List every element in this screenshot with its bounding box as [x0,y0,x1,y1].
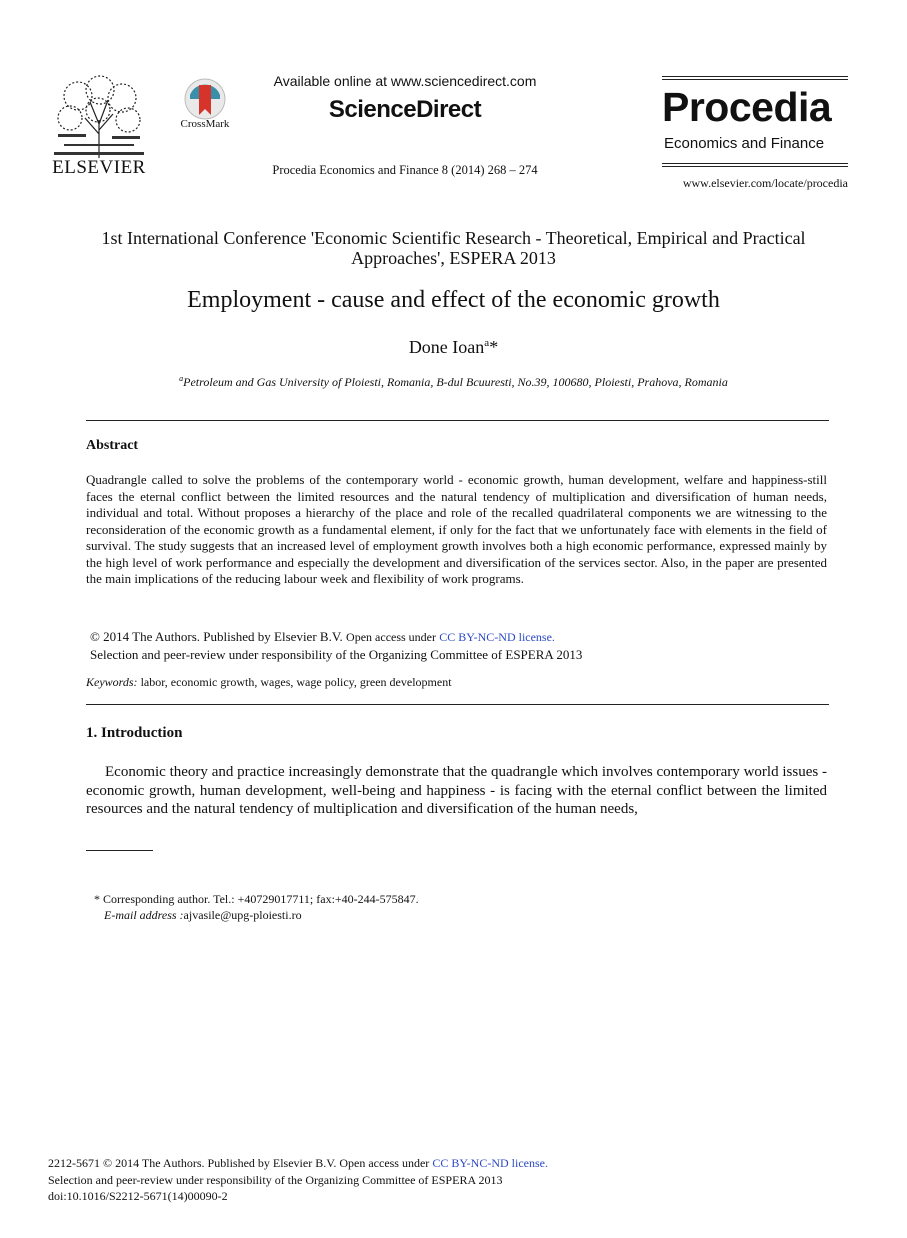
introduction-heading: 1. Introduction [86,725,183,741]
author-name: Done Ioan [408,337,485,357]
copyright-block [90,628,830,663]
open-access-text: Open access under [346,630,437,644]
email-address[interactable]: ajvasile@upg-ploiesti.ro [183,908,302,922]
bottom-publication-info [48,1155,848,1205]
author-corresponding-star: * [489,337,499,357]
crossmark-label: CrossMark [180,118,230,130]
paper-title: Employment - cause and effect of the economic growth [187,287,720,313]
affiliation-text: Petroleum and Gas University of Ploiesti, Romania, B-dul Bcuuresti, No.39, 100680, Ploiesti, Prahova, Romania [183,375,728,389]
procedia-top-rule [662,76,848,80]
keywords-line [86,675,826,690]
keywords-list: labor, economic growth, wages, wage policy, green development [140,675,452,689]
sciencedirect-wordmark: ScienceDirect [328,96,482,123]
conference-name: 1st International Conference 'Economic Scientific Research - Theoretical, Empirical and Practical Approaches', ESPERA 2013 [101,228,806,268]
corresponding-author-info: Corresponding author. Tel.: +40729017711; fax:+40-244-575847. [103,892,419,906]
footnote-block [94,891,794,923]
footnote-marker: * [94,892,100,906]
doi-line[interactable]: doi:10.1016/S2212-5671(14)00090-2 [48,1189,228,1203]
bottom-peer-review-line: Selection and peer-review under responsibility of the Organizing Committee of ESPERA 2013 [48,1172,503,1187]
introduction-body: Economic theory and practice increasingly demonstrate that the quadrangle which involves contemporary world issues - economic growth, human development, well-being and happiness - is facing with the eternal conflict between the limited resources and the natural tendency of multiplication and diversification of the human needs, [86,764,827,817]
author-affiliation-marker: a [484,337,490,349]
journal-url-link[interactable]: www.elsevier.com/locate/procedia [682,176,848,190]
issn-copyright-line: 2212-5671 © 2014 The Authors. Published by Elsevier B.V. [48,1156,337,1170]
author-line [60,337,847,358]
available-online-link[interactable]: Available online at www.sciencedirect.com [273,73,537,89]
abstract-heading: Abstract [86,438,139,453]
email-label: E-mail address : [104,908,184,922]
procedia-bottom-rule [662,163,848,167]
footnote-rule [86,850,153,851]
bottom-license-link[interactable]: CC BY-NC-ND license. [432,1156,548,1170]
affiliation-line [60,374,847,390]
procedia-subtitle: Economics and Finance [664,135,825,152]
license-link[interactable]: CC BY-NC-ND license. [439,630,555,644]
peer-review-line: Selection and peer-review under responsibility of the Organizing Committee of ESPERA 2013 [90,647,583,662]
elsevier-wordmark: ELSEVIER [52,157,146,178]
bottom-open-access-text: Open access under [339,1156,430,1170]
abstract-top-rule [86,420,829,421]
affiliation-marker: a [179,374,184,383]
copyright-line: © 2014 The Authors. Published by Elsevier B.V. [90,629,343,644]
abstract-bottom-rule [86,704,829,705]
procedia-wordmark: Procedia [662,84,832,130]
abstract-body: Quadrangle called to solve the problems of the contemporary world - economic growth, human development, welfare and happiness-still faces the eternal conflict between the limited resources and the natural tendency of multiplication and diversification of human needs, individual and total. Without proposes a hierarchy of the place and role of the recalled quadrilateral components we are witnessing to the reconsideration of the economic growth as a fundamental element, if only for the fact that we unfortunately face with elements in the field of survival. The study suggests that an increased level of employment growth involves both a high economic performance, expressed mainly by the high level of work performance and especially the development and diversification of the services sector. Also, in the paper are presented the main implications of the reducing labour week and flexibility of work programs. [86,472,827,586]
keywords-label: Keywords: [86,675,138,689]
journal-reference: Procedia Economics and Finance 8 (2014) 268 – 274 [272,163,538,177]
